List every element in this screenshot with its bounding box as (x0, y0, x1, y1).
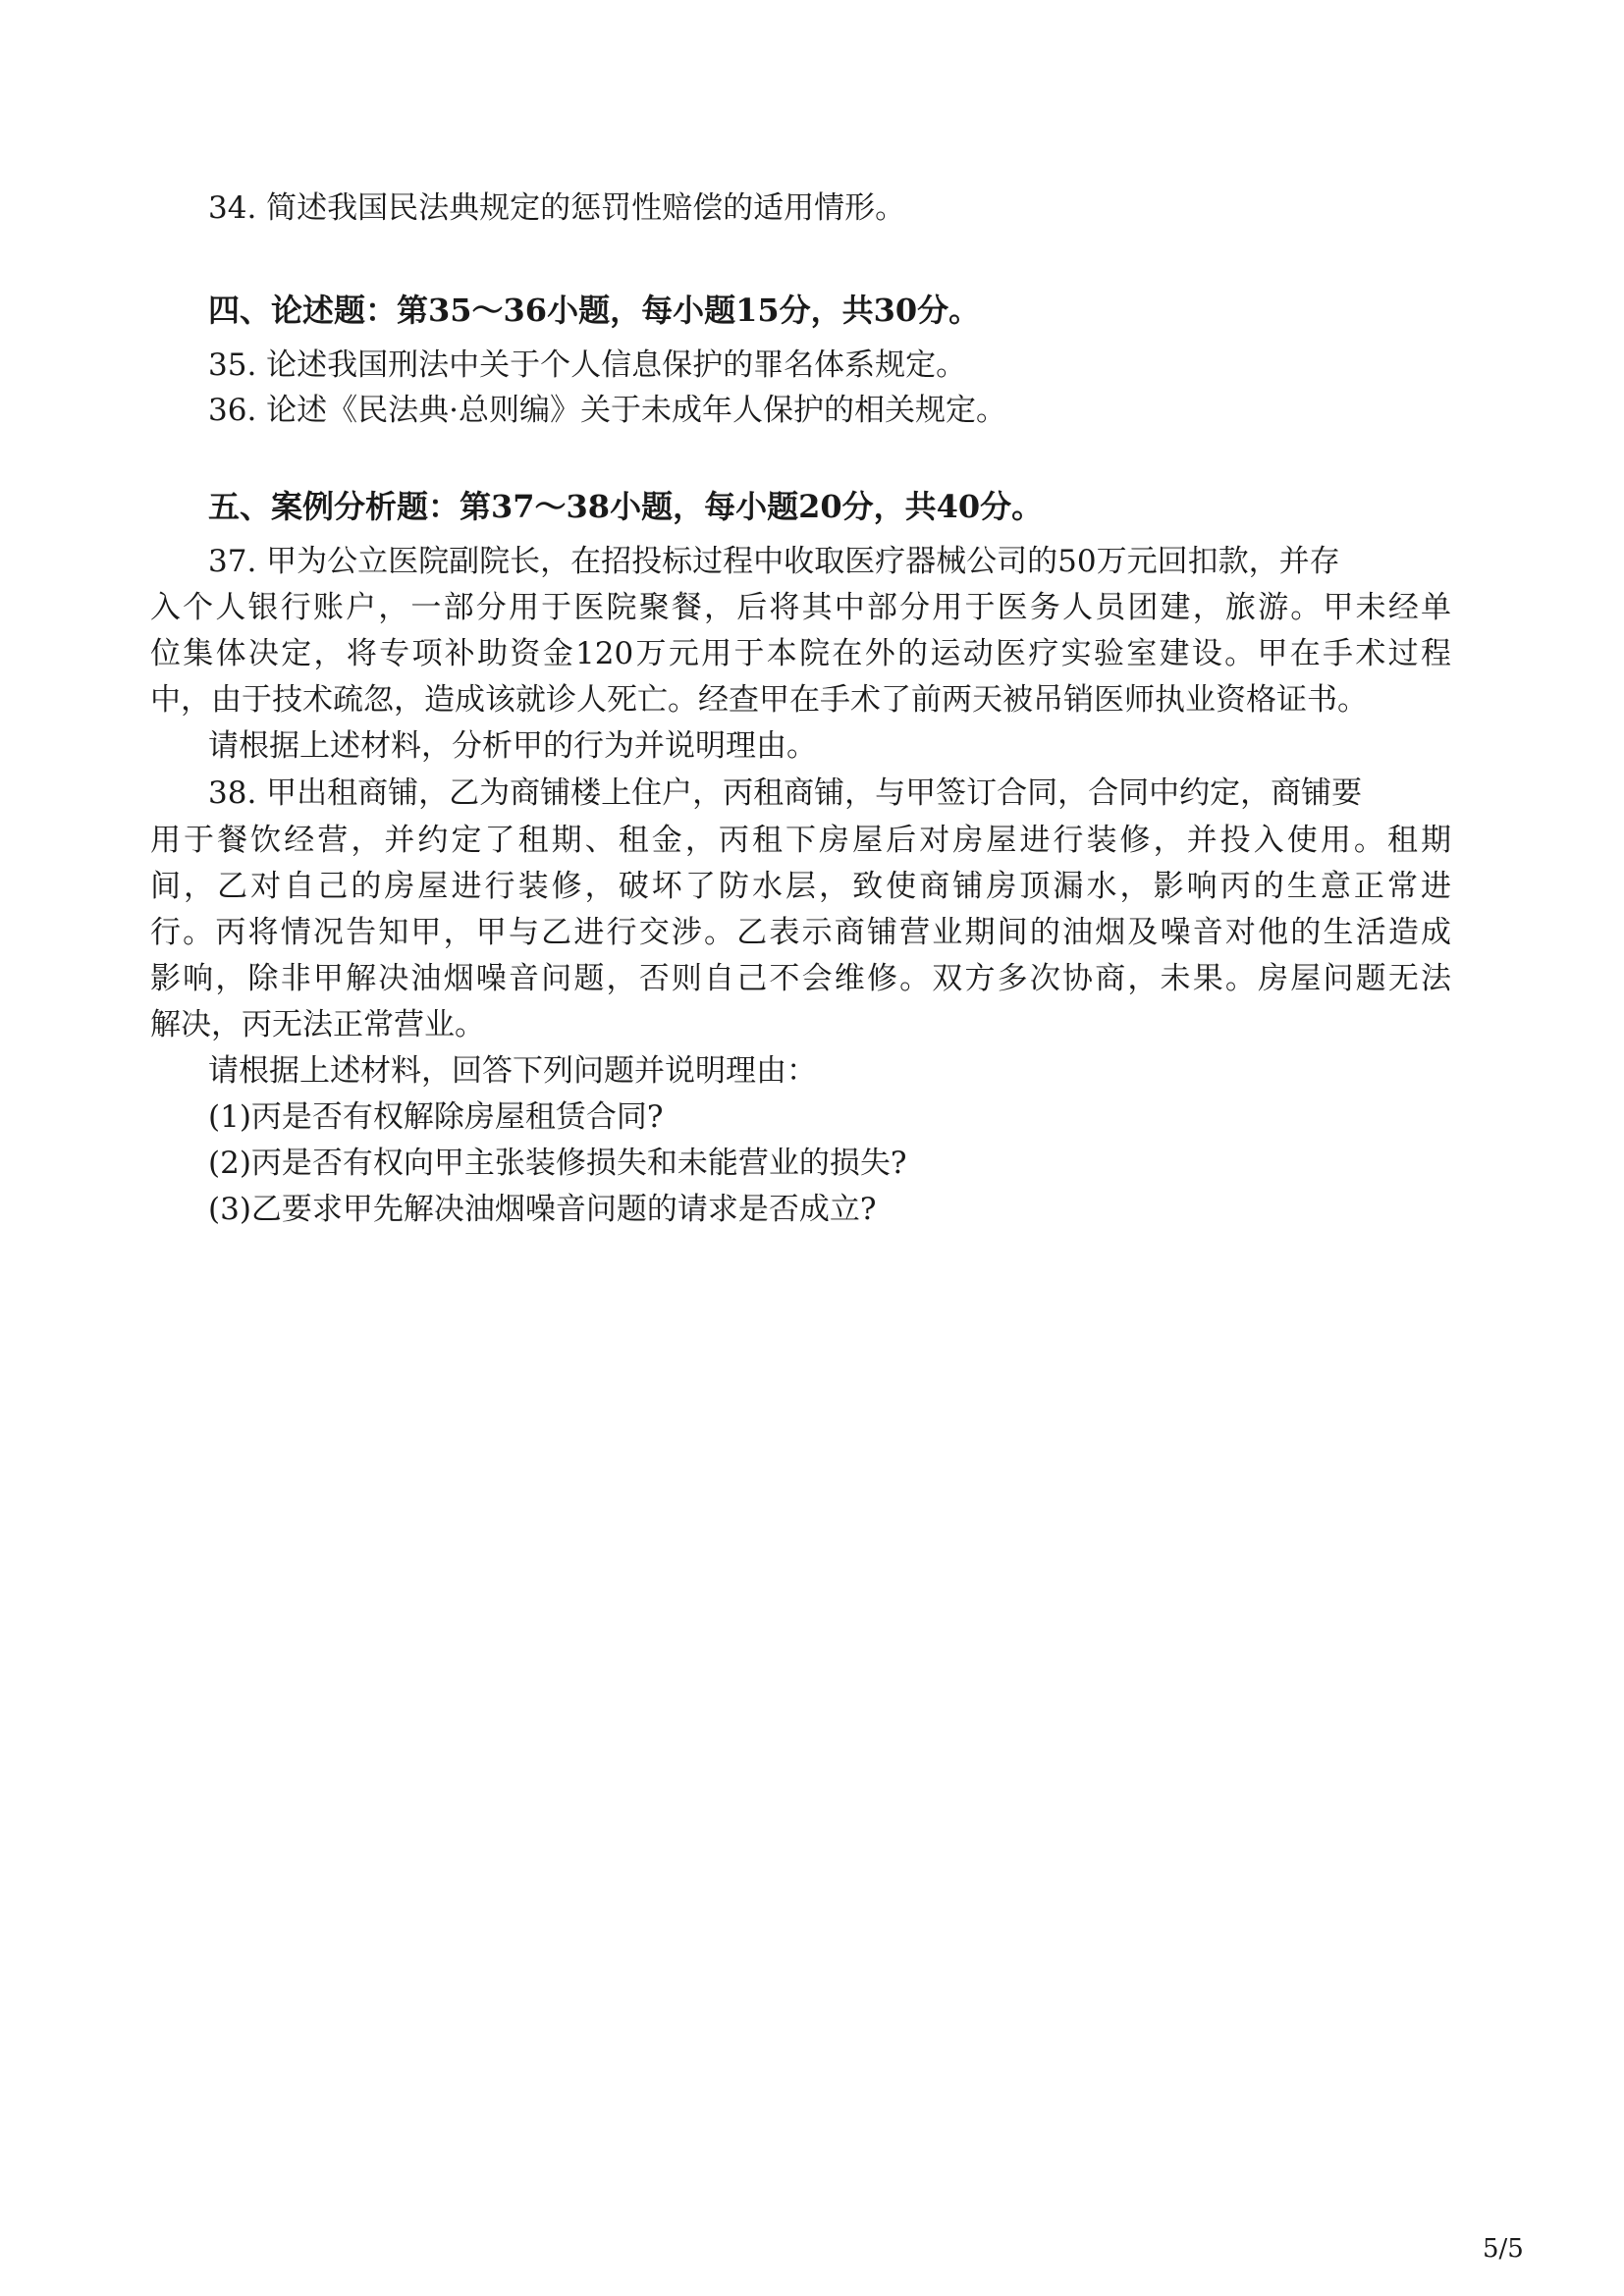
question-38-subquestion-3: (3)乙要求甲先解决油烟噪音问题的请求是否成立? (208, 1192, 877, 1227)
question-38-line: 影响，除非甲解决油烟噪音问题，否则自己不会维修。双方多次协商，未果。房屋问题无法 (150, 961, 1451, 996)
question-37-prompt: 请根据上述材料，分析甲的行为并说明理由。 (208, 728, 817, 764)
question-37-line: 入个人银行账户，一部分用于医院聚餐，后将其中部分用于医务人员团建，旅游。甲未经单 (150, 590, 1451, 625)
question-38-subquestion-2: (2)丙是否有权向甲主张装修损失和未能营业的损失? (208, 1146, 907, 1181)
question-37-line: 位集体决定，将专项补助资金120万元用于本院在外的运动医疗实验室建设。甲在手术过程 (150, 636, 1451, 671)
question-37-line: 中，由于技术疏忽，造成该就诊人死亡。经查甲在手术了前两天被吊销医师执业资格证书。 (150, 682, 1368, 718)
page-number: 5/5 (1483, 2234, 1524, 2264)
question-38-line: 38. 甲出租商铺，乙为商铺楼上住户，丙租商铺，与甲签订合同，合同中约定，商铺要 (208, 775, 1363, 811)
section-5-heading: 五、案例分析题：第37～38小题，每小题20分，共40分。 (208, 488, 1044, 525)
question-38-line: 行。丙将情况告知甲，甲与乙进行交涉。乙表示商铺营业期间的油烟及噪音对他的生活造成 (150, 915, 1451, 950)
question-36: 36. 论述《民法典·总则编》关于未成年人保护的相关规定。 (208, 393, 1007, 428)
question-34: 34. 简述我国民法典规定的惩罚性赔偿的适用情形。 (208, 190, 906, 226)
question-38-line: 间，乙对自己的房屋进行装修，破坏了防水层，致使商铺房顶漏水，影响丙的生意正常进 (150, 869, 1451, 904)
question-38-line: 解决，丙无法正常营业。 (150, 1007, 485, 1042)
question-38-prompt: 请根据上述材料，回答下列问题并说明理由： (208, 1053, 817, 1089)
question-38-line: 用于餐饮经营，并约定了租期、租金，丙租下房屋后对房屋进行装修，并投入使用。租期 (150, 823, 1451, 858)
question-38-subquestion-1: (1)丙是否有权解除房屋租赁合同? (208, 1099, 664, 1135)
section-4-heading: 四、论述题：第35～36小题，每小题15分，共30分。 (208, 292, 981, 329)
question-37-line: 37. 甲为公立医院副院长，在招投标过程中收取医疗器械公司的50万元回扣款，并存 (208, 544, 1340, 579)
question-35: 35. 论述我国刑法中关于个人信息保护的罪名体系规定。 (208, 347, 967, 383)
